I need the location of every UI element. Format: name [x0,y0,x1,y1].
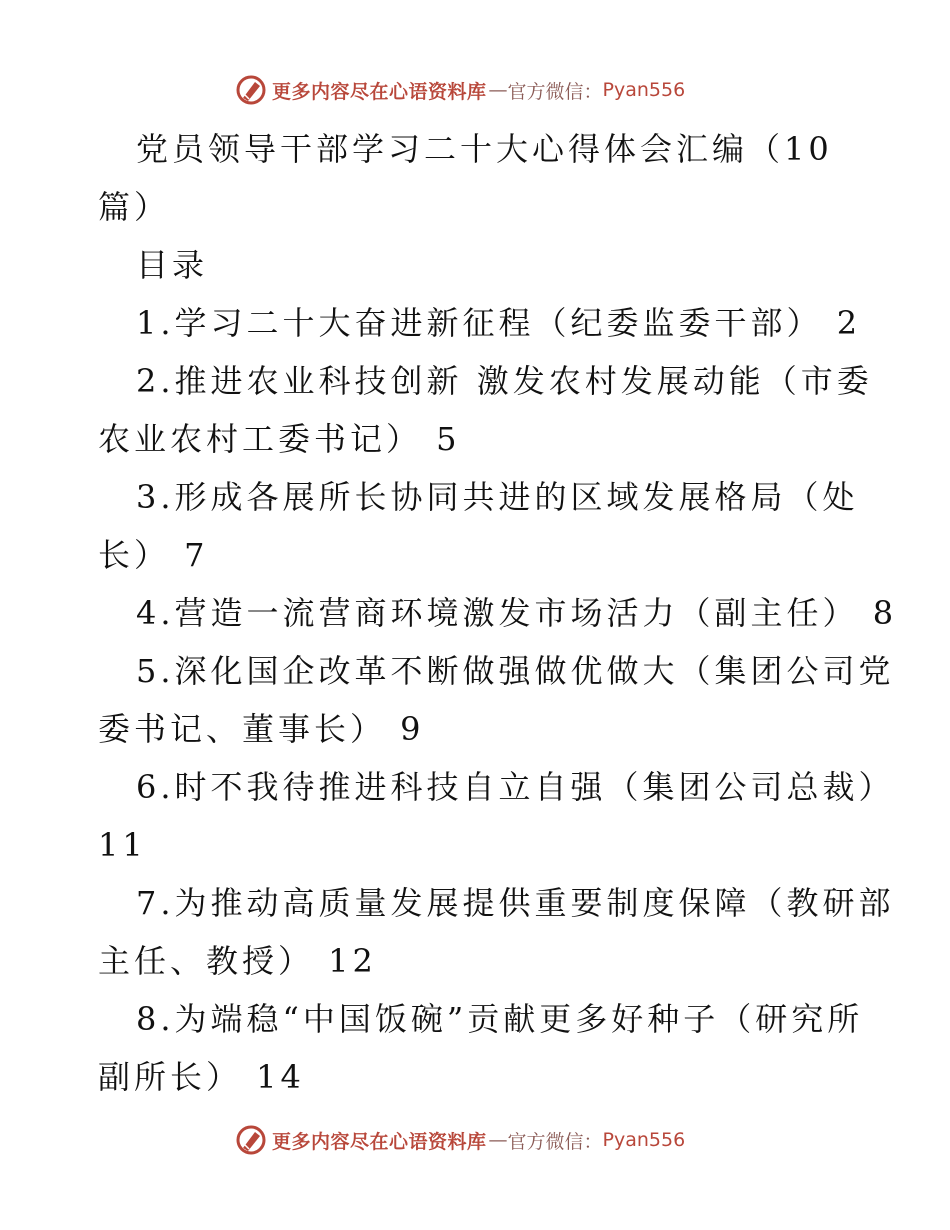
banner-separator: — [488,79,508,101]
toc-item-6-cont: 11 [98,826,147,864]
brand-text: 更多内容尽在心语资料库 [272,80,487,103]
toc-item-3-cont: 长） 7 [98,536,209,574]
toc-item-2-cont: 农业农村工委书记） 5 [98,420,461,458]
brand-text: 更多内容尽在心语资料库 [272,1130,487,1153]
document-body [98,120,898,1106]
pen-logo-icon [234,73,268,107]
toc-item-1: 1.学习二十大奋进新征程（纪委监委干部） 2 [136,304,862,342]
toc-item-5: 5.深化国企改革不断做强做优做大（集团公司党 [136,652,895,690]
toc-item-4: 4.营造一流营商环境激发市场活力（副主任） 8 [136,594,898,632]
toc-item-2: 2.推进农业科技创新 激发农村发展动能（市委 [136,362,873,400]
banner-separator: — [488,1129,508,1151]
toc-heading: 目录 [136,246,209,284]
toc-item-8: 8.为端稳“中国饭碗”贡献更多好种子（研究所 [136,1000,864,1038]
toc-item-6: 6.时不我待推进科技自立自强（集团公司总裁） [136,768,895,806]
toc-item-5-cont: 委书记、董事长） 9 [98,710,425,748]
wechat-handle: Pyan556 [602,1129,686,1151]
doc-title-line-2: 篇） [98,188,171,226]
watermark-banner-top [234,72,685,108]
toc-item-7-cont: 主任、教授） 12 [98,942,377,980]
toc-item-3: 3.形成各展所长协同共进的区域发展格局（处 [136,478,859,516]
toc-item-8-cont: 副所长） 14 [98,1058,305,1096]
wechat-handle: Pyan556 [602,79,686,101]
doc-title-line-1: 党员领导干部学习二十大心得体会汇编（10 [136,130,833,168]
pen-logo-icon [234,1123,268,1157]
wechat-label: 官方微信： [507,1130,603,1153]
toc-item-7: 7.为推动高质量发展提供重要制度保障（教研部 [136,884,895,922]
watermark-banner-bottom [234,1122,685,1158]
wechat-label: 官方微信： [507,80,603,103]
